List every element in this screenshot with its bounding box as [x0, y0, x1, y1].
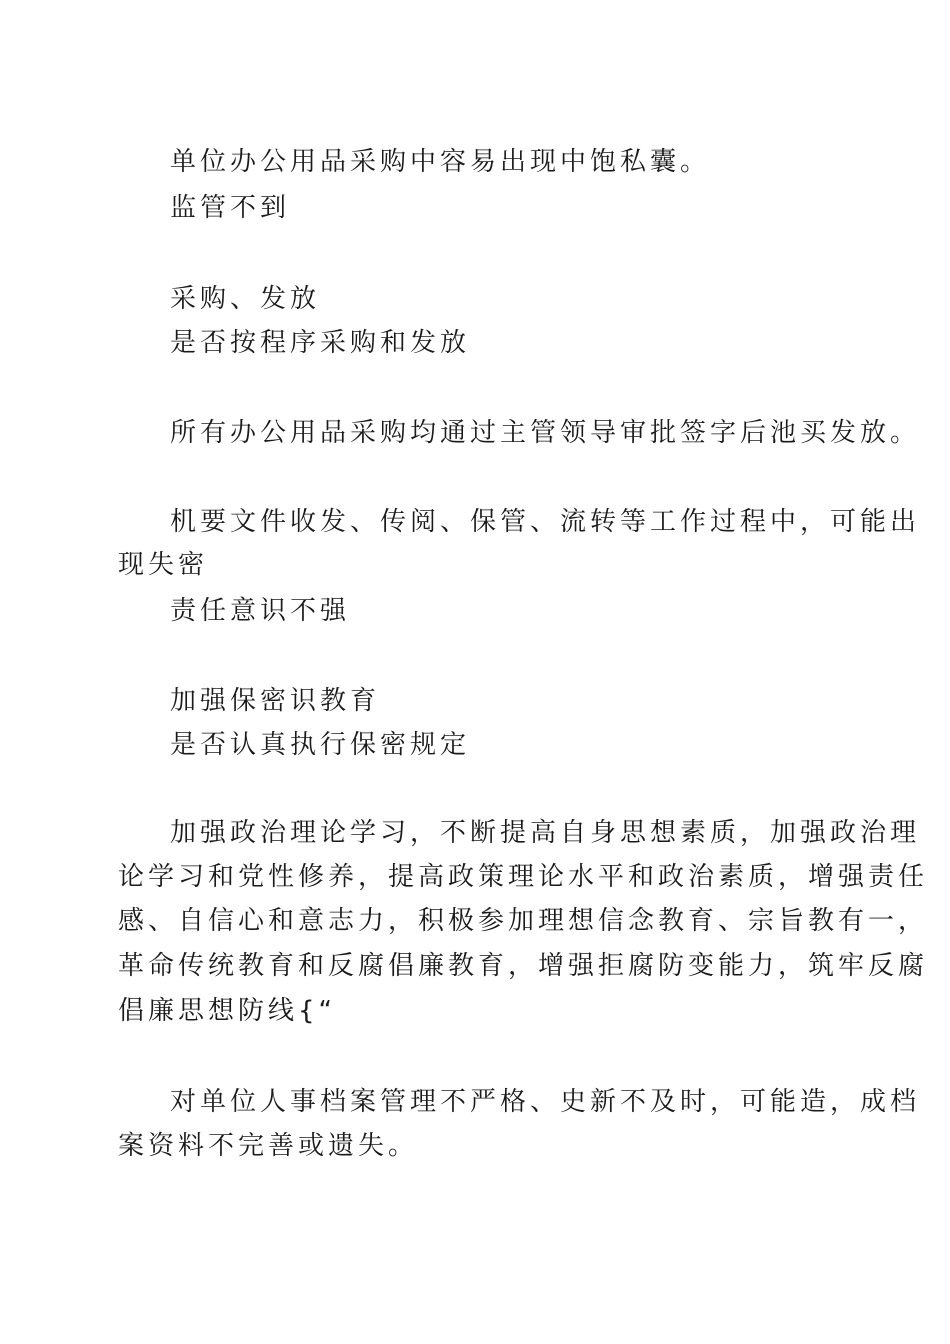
text-line: 对单位人事档案管理不严格、史新不及时，可能造，成档: [170, 1087, 921, 1117]
text-line: 机要文件收发、传阅、保管、流转等工作过程中，可能出: [170, 507, 921, 537]
text-line: 所有办公用品采购均通过主管领导审批签字后池买发放。: [170, 418, 921, 448]
text-line: 责任意识不强: [170, 596, 351, 626]
text-line: 案资料不完善或遗失。: [118, 1131, 419, 1161]
text-line: 倡廉思想防线{“: [118, 996, 337, 1026]
text-line: 革命传统教育和反腐倡廉教育，增强拒腐防变能力，筑牢反腐: [118, 951, 929, 981]
text-line: 是否按程序采购和发放: [170, 328, 471, 358]
text-line: 加强保密识教育: [170, 686, 381, 716]
text-line: 论学习和党性修养，提高政策理论水平和政治素质，增强责任: [118, 862, 929, 892]
text-line: 采购、发放: [170, 284, 321, 314]
text-line: 监管不到: [170, 193, 291, 223]
text-line: 是否认真执行保密规定: [170, 730, 471, 760]
text-line: 现失密: [118, 550, 209, 580]
text-line: 单位办公用品采购中容易出现中饱私囊。: [170, 147, 711, 177]
text-line: 加强政治理论学习，不断提高自身思想素质，加强政治理: [170, 818, 921, 848]
text-line: 感、自信心和意志力，积极参加理想信念教育、宗旨教有一，: [118, 906, 929, 936]
